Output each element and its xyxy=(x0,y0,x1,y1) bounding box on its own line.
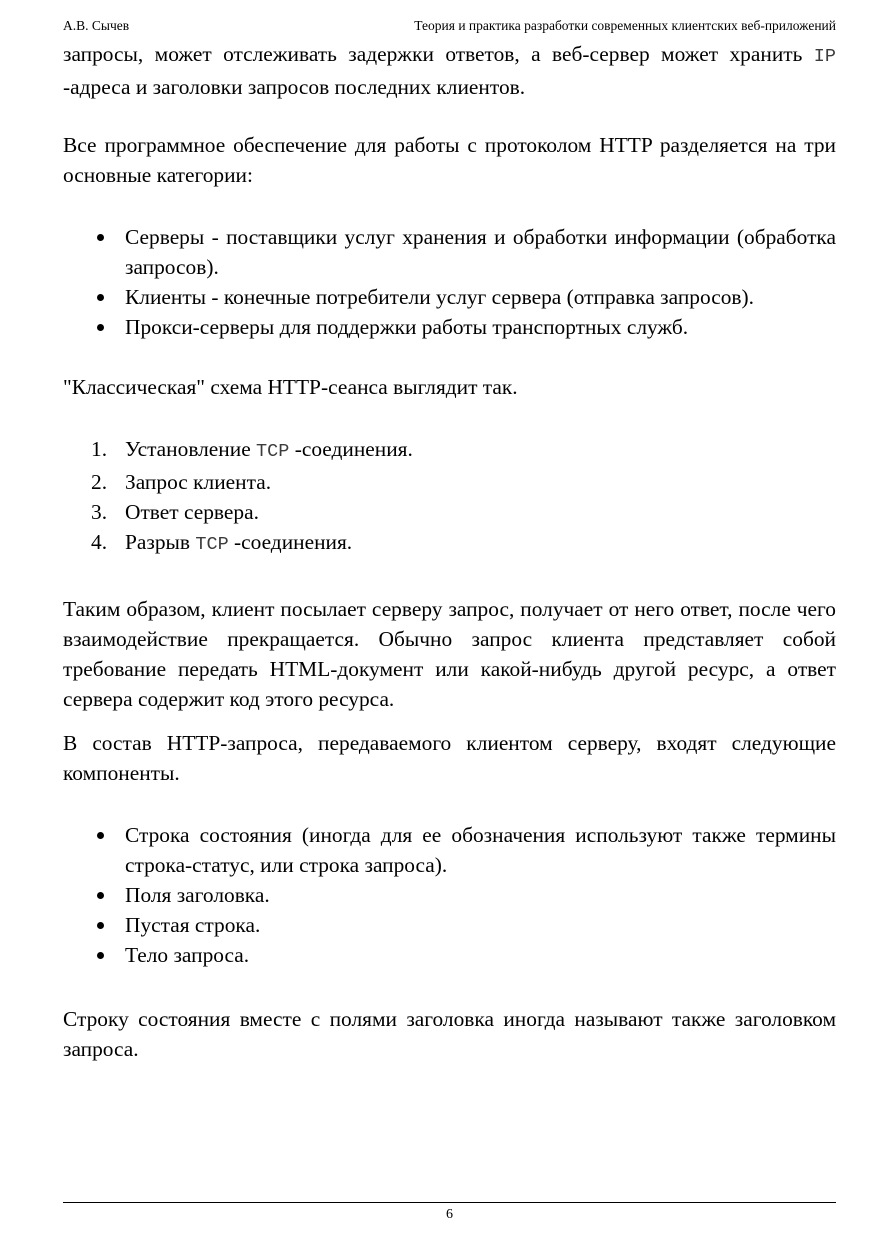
list-item xyxy=(63,467,836,497)
page-number: 6 xyxy=(446,1207,453,1222)
list-item: Клиенты - конечные потребители услуг сервера (отправка запросов). xyxy=(63,282,836,312)
paragraph-intro xyxy=(63,39,836,102)
list-item xyxy=(63,497,836,527)
code-tcp: TCP xyxy=(256,441,290,462)
list-number: 4. xyxy=(91,530,108,554)
paragraph-request-components: В состав HTTP-запроса, передаваемого клиентом серверу, входят следующие компоненты. xyxy=(63,731,836,785)
paragraph-http-session: "Классическая" схема HTTP-сеанса выглядит так. xyxy=(63,375,518,399)
list-item-text: Установление xyxy=(125,437,257,461)
numbered-list-session xyxy=(63,434,836,560)
paragraph-request-response: Таким образом, клиент посылает серверу запрос, получает от него ответ, после чего взаимодействие прекращается. Обычно запрос клиента представляет собой требование передать HTML-документ или какой-нибудь другой ресурс, а ответ сервера содержит код этого ресурса. xyxy=(63,597,836,711)
paragraph-intro-text: запросы, может отслеживать задержки ответов, а веб-сервер может хранить xyxy=(63,42,814,66)
list-number: 3. xyxy=(91,500,108,524)
code-ip: IP xyxy=(813,46,836,67)
list-item xyxy=(63,527,836,560)
header-book-title: Теория и практика разработки современных клиентских веб-приложений xyxy=(414,18,836,33)
list-item: Серверы - поставщики услуг хранения и обработки информации (обработка запросов). xyxy=(63,222,836,282)
code-tcp: TCP xyxy=(195,534,229,555)
bullet-list-components xyxy=(63,820,836,970)
list-item-text-end: -соединения. xyxy=(289,437,413,461)
header-author: А.В. Сычев xyxy=(63,18,130,33)
list-item: Прокси-серверы для поддержки работы транспортных служб. xyxy=(63,312,836,342)
bullet-list-categories xyxy=(63,222,836,342)
list-item: Пустая строка. xyxy=(63,910,836,940)
paragraph-software-categories: Все программное обеспечение для работы с протоколом HTTP разделяется на три основные категории: xyxy=(63,133,836,187)
list-item-text: Ответ сервера. xyxy=(125,500,259,524)
footer-divider xyxy=(63,1202,836,1203)
paragraph-intro-text-end: -адреса и заголовки запросов последних клиентов. xyxy=(63,75,526,99)
list-number: 1. xyxy=(91,437,108,461)
page-content xyxy=(63,39,836,1064)
list-item: Строка состояния (иногда для ее обозначения используют также термины строка-статус, или строка запроса). xyxy=(63,820,836,880)
list-item xyxy=(63,434,836,467)
list-item: Тело запроса. xyxy=(63,940,836,970)
page-header xyxy=(63,16,836,36)
list-item: Поля заголовка. xyxy=(63,880,836,910)
list-number: 2. xyxy=(91,470,108,494)
paragraph-request-header: Строку состояния вместе с полями заголовка иногда называют также заголовком запроса. xyxy=(63,1007,836,1061)
list-item-text-end: -соединения. xyxy=(228,530,353,554)
list-item-text: Запрос клиента. xyxy=(125,470,272,494)
list-item-text: Разрыв xyxy=(125,530,196,554)
